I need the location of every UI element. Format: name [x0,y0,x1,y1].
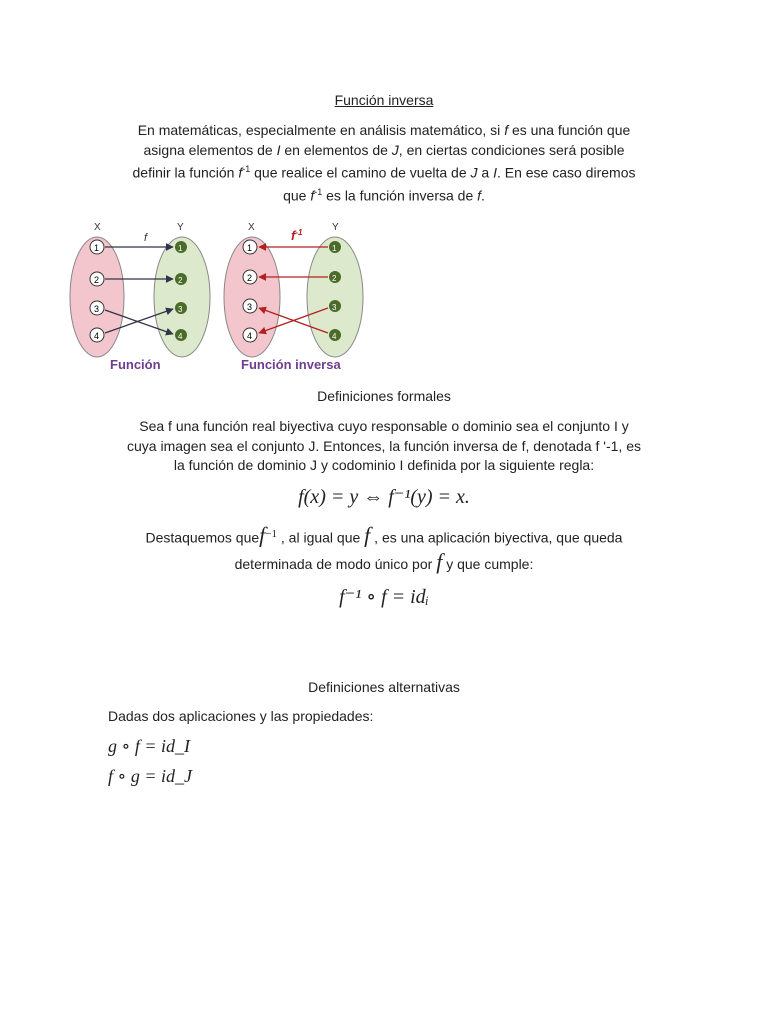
inverse-rule-formula: f(x) = y ⇔ f⁻¹(y) = x. [298,486,470,508]
svg-text:2: 2 [247,273,253,283]
svg-text:3: 3 [178,305,183,314]
f-label: f [144,232,148,244]
svg-text:2: 2 [178,276,183,285]
x-label-right: X [248,222,255,233]
alternative-heading: Definiciones alternativas [308,679,460,695]
svg-text:2: 2 [332,274,337,283]
svg-text:1: 1 [247,243,253,253]
x-label-left: X [94,222,101,233]
svg-text:4: 4 [247,331,253,341]
y-label-right: Y [332,222,339,233]
formal-paragraph: Sea f una función real biyectiva cuyo responsable o dominio sea el conjunto I y cuya imagen sea el conjunto J. Entonces, la función inversa de f, denotada f '-1, es la función de dominio J y codominio I definida por la siguiente regla: [127,418,641,473]
svg-text:2: 2 [94,275,100,285]
svg-text:1: 1 [332,244,337,253]
composition-identity-formula: f⁻¹ ∘ f = idᵢ [339,586,429,608]
svg-text:3: 3 [332,303,337,312]
caption-inverse-function: Función inversa [241,357,341,372]
svg-text:1: 1 [178,244,183,253]
property-2-formula: f ∘ g = id_J [108,766,192,786]
formal-heading: Definiciones formales [317,388,451,404]
function-diagram [60,212,370,382]
svg-text:4: 4 [94,331,100,341]
alternative-intro: Dadas dos aplicaciones y las propiedades: [108,708,374,724]
svg-text:4: 4 [332,332,337,341]
svg-text:3: 3 [94,304,100,314]
f-inverse-label: $f^{-1}$ [291,228,303,243]
bijective-note: Destaquemos quef$^{-1}$ , al igual que f , es una aplicación biyectiva, que queda determinada de modo único por f y que cumple: [145,522,623,574]
svg-text:1: 1 [94,243,100,253]
intro-paragraph: En matemáticas, especialmente en análisis matemático, si f es una función que asigna elementos de I en elementos de J, en ciertas condiciones será posible definir la función $f^{-1}$ que realice el camino de vuelta de J a I. En ese caso diremos que $f^{-1}$ es la función inversa de f. [132,122,636,204]
svg-text:3: 3 [247,302,253,312]
y-label-left: Y [177,222,184,233]
page-title: Función inversa [334,92,434,108]
property-1-formula: g ∘ f = id_I [108,736,190,756]
caption-function: Función [110,357,161,372]
svg-text:4: 4 [178,332,183,341]
